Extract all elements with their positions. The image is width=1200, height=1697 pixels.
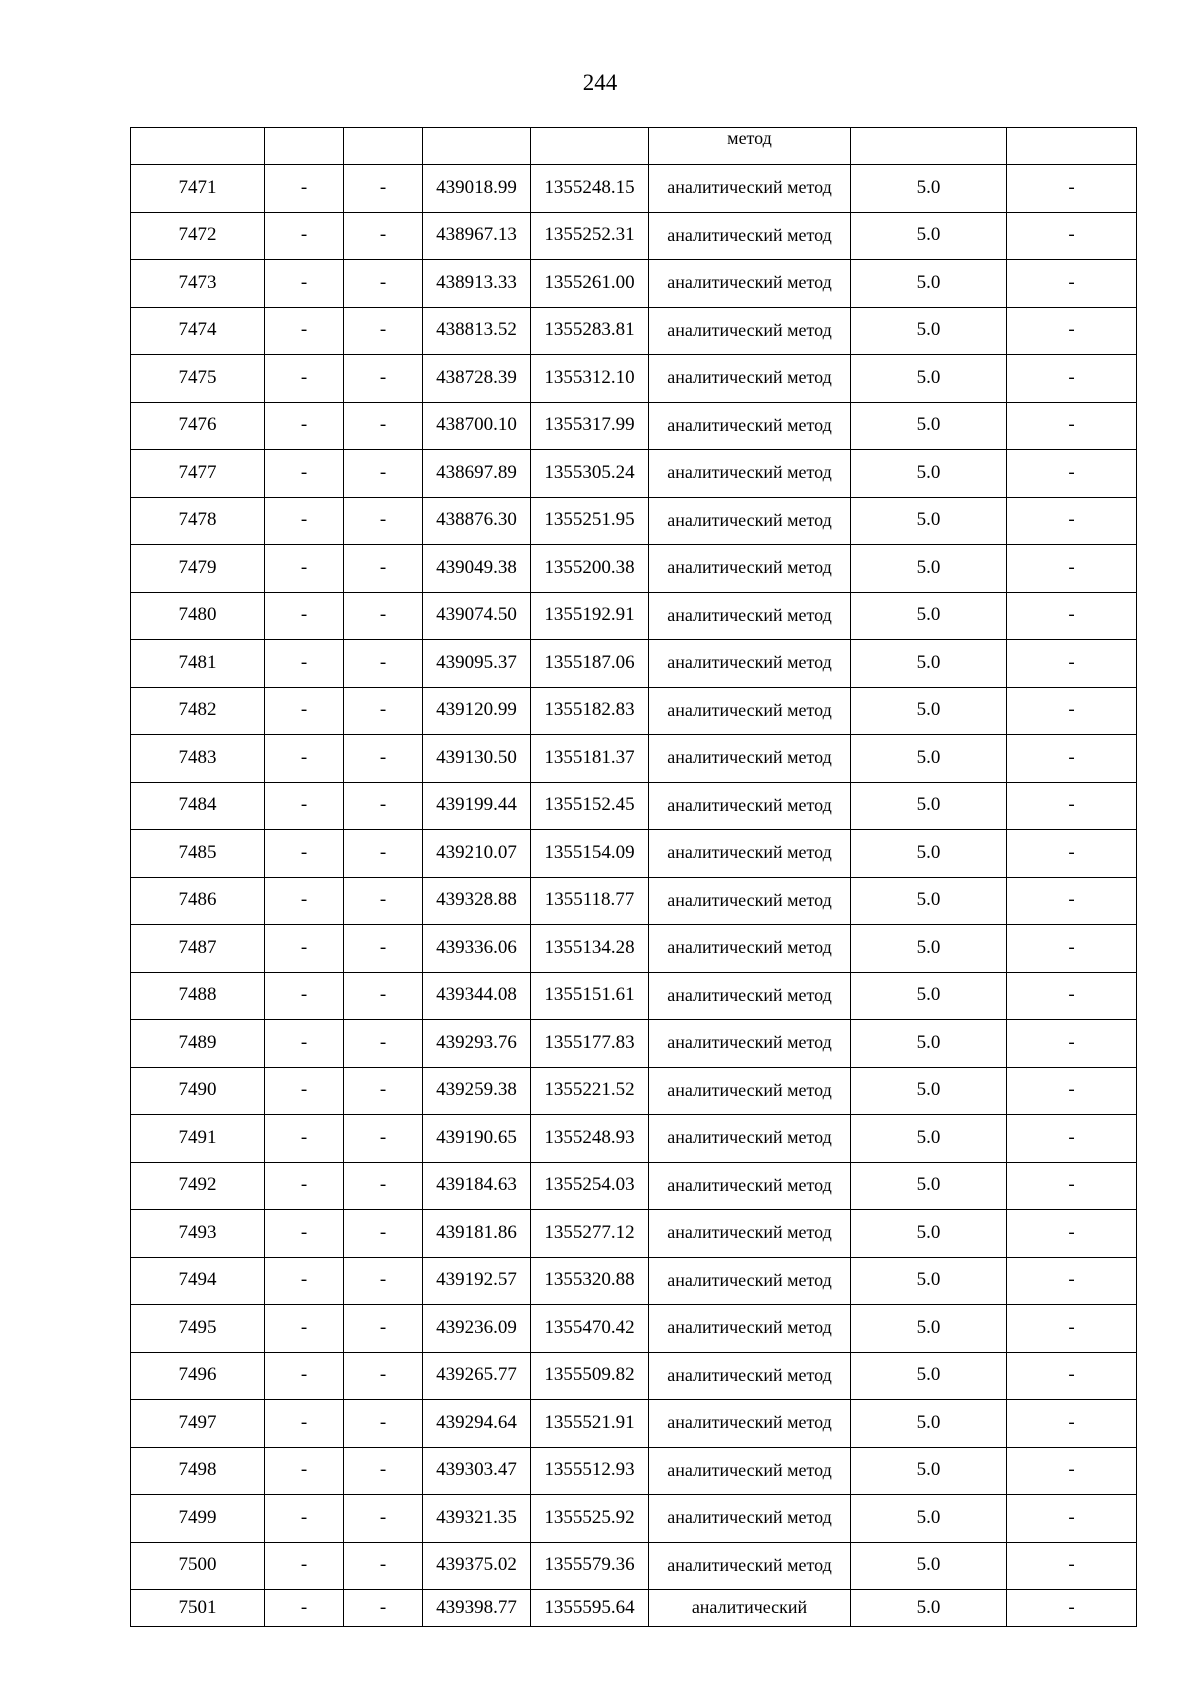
cell-method: аналитический метод bbox=[649, 972, 851, 1020]
cell-x: 438967.13 bbox=[423, 212, 531, 260]
cell-col2: - bbox=[265, 165, 344, 213]
cell-point-number: 7487 bbox=[131, 925, 265, 973]
cell-col2: - bbox=[265, 1590, 344, 1627]
cell-col3: - bbox=[344, 687, 423, 735]
cell-col2: - bbox=[265, 1495, 344, 1543]
cell-accuracy: 5.0 bbox=[851, 260, 1007, 308]
cell-col3: - bbox=[344, 1352, 423, 1400]
cell-col3: - bbox=[344, 735, 423, 783]
cell-accuracy: 5.0 bbox=[851, 1447, 1007, 1495]
cell-y: 1355248.15 bbox=[531, 165, 649, 213]
cell-point-number: 7485 bbox=[131, 830, 265, 878]
table-row bbox=[131, 1257, 1137, 1305]
cell-x: 439336.06 bbox=[423, 925, 531, 973]
cell-col3: - bbox=[344, 1162, 423, 1210]
cell-x: 439236.09 bbox=[423, 1305, 531, 1353]
cell-note: - bbox=[1007, 1067, 1137, 1115]
cell-point-number: 7494 bbox=[131, 1257, 265, 1305]
table-row bbox=[131, 1020, 1137, 1068]
cell-col3: - bbox=[344, 972, 423, 1020]
cell-col3: - bbox=[344, 1115, 423, 1163]
cell-col2: - bbox=[265, 497, 344, 545]
cell-y: 1355470.42 bbox=[531, 1305, 649, 1353]
cell-accuracy: 5.0 bbox=[851, 1020, 1007, 1068]
cell-col3: - bbox=[344, 1305, 423, 1353]
table-row bbox=[131, 212, 1137, 260]
cell-note: - bbox=[1007, 1495, 1137, 1543]
cell-x: 439018.99 bbox=[423, 165, 531, 213]
cell-note: - bbox=[1007, 1590, 1137, 1627]
cell-col2: - bbox=[265, 1162, 344, 1210]
cell-point-number: 7488 bbox=[131, 972, 265, 1020]
cell-point-number: 7499 bbox=[131, 1495, 265, 1543]
table-row bbox=[131, 1115, 1137, 1163]
cell-x: 439074.50 bbox=[423, 592, 531, 640]
table-row bbox=[131, 592, 1137, 640]
cell-x: 439398.77 bbox=[423, 1590, 531, 1627]
cell-point-number: 7493 bbox=[131, 1210, 265, 1258]
cell-note: - bbox=[1007, 877, 1137, 925]
cell-note: - bbox=[1007, 307, 1137, 355]
cell-point-number: 7476 bbox=[131, 402, 265, 450]
cell-col3: - bbox=[344, 1447, 423, 1495]
cell-accuracy: 5.0 bbox=[851, 1352, 1007, 1400]
cell-x: 439259.38 bbox=[423, 1067, 531, 1115]
cell-x: 438876.30 bbox=[423, 497, 531, 545]
cell-col2: - bbox=[265, 972, 344, 1020]
cell-point-number: 7478 bbox=[131, 497, 265, 545]
cell-method: аналитический метод bbox=[649, 1352, 851, 1400]
cell-y: 1355181.37 bbox=[531, 735, 649, 783]
cell-y: 1355154.09 bbox=[531, 830, 649, 878]
cell-accuracy: 5.0 bbox=[851, 925, 1007, 973]
cell-y: 1355221.52 bbox=[531, 1067, 649, 1115]
cell-point-number: 7500 bbox=[131, 1542, 265, 1590]
cell-empty bbox=[851, 128, 1007, 165]
cell-col3: - bbox=[344, 212, 423, 260]
cell-note: - bbox=[1007, 972, 1137, 1020]
cell-y: 1355134.28 bbox=[531, 925, 649, 973]
cell-method: аналитический метод bbox=[649, 1447, 851, 1495]
cell-point-number: 7484 bbox=[131, 782, 265, 830]
cell-note: - bbox=[1007, 592, 1137, 640]
cell-empty bbox=[423, 128, 531, 165]
table-body bbox=[131, 128, 1137, 1627]
cell-point-number: 7471 bbox=[131, 165, 265, 213]
table-row bbox=[131, 260, 1137, 308]
cell-point-number: 7491 bbox=[131, 1115, 265, 1163]
cell-note: - bbox=[1007, 402, 1137, 450]
cell-col3: - bbox=[344, 1590, 423, 1627]
cell-point-number: 7479 bbox=[131, 545, 265, 593]
cell-y: 1355261.00 bbox=[531, 260, 649, 308]
cell-point-number: 7474 bbox=[131, 307, 265, 355]
cell-col2: - bbox=[265, 640, 344, 688]
table-row bbox=[131, 1542, 1137, 1590]
cell-point-number: 7490 bbox=[131, 1067, 265, 1115]
cell-x: 439328.88 bbox=[423, 877, 531, 925]
cell-point-number: 7472 bbox=[131, 212, 265, 260]
cell-method: аналитический bbox=[649, 1590, 851, 1627]
cell-x: 439130.50 bbox=[423, 735, 531, 783]
table-row bbox=[131, 497, 1137, 545]
cell-note: - bbox=[1007, 450, 1137, 498]
cell-x: 439293.76 bbox=[423, 1020, 531, 1068]
cell-col3: - bbox=[344, 592, 423, 640]
cell-col2: - bbox=[265, 1210, 344, 1258]
cell-col2: - bbox=[265, 687, 344, 735]
cell-accuracy: 5.0 bbox=[851, 1400, 1007, 1448]
cell-x: 439199.44 bbox=[423, 782, 531, 830]
cell-point-number: 7496 bbox=[131, 1352, 265, 1400]
cell-col2: - bbox=[265, 1542, 344, 1590]
cell-col3: - bbox=[344, 1400, 423, 1448]
cell-y: 1355187.06 bbox=[531, 640, 649, 688]
cell-accuracy: 5.0 bbox=[851, 165, 1007, 213]
cell-x: 439294.64 bbox=[423, 1400, 531, 1448]
cell-empty bbox=[265, 128, 344, 165]
cell-accuracy: 5.0 bbox=[851, 640, 1007, 688]
cell-y: 1355305.24 bbox=[531, 450, 649, 498]
cell-empty bbox=[344, 128, 423, 165]
cell-y: 1355525.92 bbox=[531, 1495, 649, 1543]
cell-x: 438700.10 bbox=[423, 402, 531, 450]
cell-method: аналитический метод bbox=[649, 1400, 851, 1448]
cell-method: аналитический метод bbox=[649, 782, 851, 830]
cell-method: аналитический метод bbox=[649, 592, 851, 640]
cell-note: - bbox=[1007, 1162, 1137, 1210]
cell-y: 1355151.61 bbox=[531, 972, 649, 1020]
continuation-row bbox=[131, 128, 1137, 165]
table-row bbox=[131, 545, 1137, 593]
cell-x: 439321.35 bbox=[423, 1495, 531, 1543]
cell-accuracy: 5.0 bbox=[851, 877, 1007, 925]
cell-col2: - bbox=[265, 402, 344, 450]
cell-y: 1355200.38 bbox=[531, 545, 649, 593]
cell-col2: - bbox=[265, 1447, 344, 1495]
cell-y: 1355317.99 bbox=[531, 402, 649, 450]
cell-accuracy: 5.0 bbox=[851, 1067, 1007, 1115]
cell-accuracy: 5.0 bbox=[851, 1257, 1007, 1305]
cell-method: аналитический метод bbox=[649, 497, 851, 545]
cell-col3: - bbox=[344, 497, 423, 545]
cell-method: аналитический метод bbox=[649, 877, 851, 925]
cell-method: аналитический метод bbox=[649, 355, 851, 403]
coordinates-table bbox=[130, 127, 1137, 1627]
cell-col3: - bbox=[344, 402, 423, 450]
cell-col2: - bbox=[265, 592, 344, 640]
cell-y: 1355509.82 bbox=[531, 1352, 649, 1400]
cell-point-number: 7501 bbox=[131, 1590, 265, 1627]
cell-x: 439095.37 bbox=[423, 640, 531, 688]
cell-col3: - bbox=[344, 640, 423, 688]
cell-x: 439049.38 bbox=[423, 545, 531, 593]
cell-note: - bbox=[1007, 782, 1137, 830]
cell-note: - bbox=[1007, 1305, 1137, 1353]
cell-accuracy: 5.0 bbox=[851, 307, 1007, 355]
cell-col3: - bbox=[344, 1020, 423, 1068]
table-row bbox=[131, 1352, 1137, 1400]
cell-col2: - bbox=[265, 1067, 344, 1115]
cell-accuracy: 5.0 bbox=[851, 1542, 1007, 1590]
table-row bbox=[131, 1495, 1137, 1543]
cell-x: 439192.57 bbox=[423, 1257, 531, 1305]
cell-x: 438697.89 bbox=[423, 450, 531, 498]
cell-col2: - bbox=[265, 355, 344, 403]
cell-accuracy: 5.0 bbox=[851, 830, 1007, 878]
cell-col2: - bbox=[265, 212, 344, 260]
table-row bbox=[131, 687, 1137, 735]
cell-point-number: 7498 bbox=[131, 1447, 265, 1495]
cell-note: - bbox=[1007, 735, 1137, 783]
cell-note: - bbox=[1007, 497, 1137, 545]
cell-accuracy: 5.0 bbox=[851, 355, 1007, 403]
cell-accuracy: 5.0 bbox=[851, 592, 1007, 640]
cell-y: 1355283.81 bbox=[531, 307, 649, 355]
cell-note: - bbox=[1007, 1447, 1137, 1495]
cell-x: 439120.99 bbox=[423, 687, 531, 735]
cell-note: - bbox=[1007, 1210, 1137, 1258]
table-row bbox=[131, 782, 1137, 830]
cell-method: аналитический метод bbox=[649, 735, 851, 783]
cell-method: аналитический метод bbox=[649, 1162, 851, 1210]
cell-accuracy: 5.0 bbox=[851, 1162, 1007, 1210]
cell-col3: - bbox=[344, 1067, 423, 1115]
cell-col3: - bbox=[344, 1542, 423, 1590]
cell-method: аналитический метод bbox=[649, 640, 851, 688]
cell-accuracy: 5.0 bbox=[851, 497, 1007, 545]
cell-method: аналитический метод bbox=[649, 402, 851, 450]
cell-method: аналитический метод bbox=[649, 545, 851, 593]
cell-method: аналитический метод bbox=[649, 1210, 851, 1258]
cell-y: 1355595.64 bbox=[531, 1590, 649, 1627]
cell-y: 1355312.10 bbox=[531, 355, 649, 403]
cell-accuracy: 5.0 bbox=[851, 1210, 1007, 1258]
cell-accuracy: 5.0 bbox=[851, 545, 1007, 593]
cell-col2: - bbox=[265, 1305, 344, 1353]
cell-col3: - bbox=[344, 260, 423, 308]
table-row bbox=[131, 355, 1137, 403]
cell-col2: - bbox=[265, 1257, 344, 1305]
cell-y: 1355248.93 bbox=[531, 1115, 649, 1163]
cell-col3: - bbox=[344, 782, 423, 830]
cell-accuracy: 5.0 bbox=[851, 735, 1007, 783]
cell-method: аналитический метод bbox=[649, 687, 851, 735]
table-row bbox=[131, 402, 1137, 450]
cell-col3: - bbox=[344, 545, 423, 593]
table-row bbox=[131, 1162, 1137, 1210]
table-row bbox=[131, 877, 1137, 925]
cell-empty bbox=[531, 128, 649, 165]
table-row bbox=[131, 450, 1137, 498]
cell-accuracy: 5.0 bbox=[851, 782, 1007, 830]
cell-y: 1355252.31 bbox=[531, 212, 649, 260]
cell-method: аналитический метод bbox=[649, 212, 851, 260]
cell-x: 439210.07 bbox=[423, 830, 531, 878]
page-number: 244 bbox=[582, 70, 618, 95]
cell-col3: - bbox=[344, 925, 423, 973]
cell-point-number: 7480 bbox=[131, 592, 265, 640]
cell-point-number: 7481 bbox=[131, 640, 265, 688]
table-row bbox=[131, 830, 1137, 878]
cell-y: 1355118.77 bbox=[531, 877, 649, 925]
cell-note: - bbox=[1007, 1352, 1137, 1400]
cell-note: - bbox=[1007, 1020, 1137, 1068]
cell-col3: - bbox=[344, 877, 423, 925]
cell-method: аналитический метод bbox=[649, 1115, 851, 1163]
table-row bbox=[131, 972, 1137, 1020]
cell-x: 438813.52 bbox=[423, 307, 531, 355]
cell-y: 1355521.91 bbox=[531, 1400, 649, 1448]
cell-note: - bbox=[1007, 830, 1137, 878]
cell-point-number: 7475 bbox=[131, 355, 265, 403]
cell-col2: - bbox=[265, 925, 344, 973]
cell-y: 1355512.93 bbox=[531, 1447, 649, 1495]
cell-y: 1355182.83 bbox=[531, 687, 649, 735]
cell-accuracy: 5.0 bbox=[851, 402, 1007, 450]
cell-method: аналитический метод bbox=[649, 307, 851, 355]
cell-col2: - bbox=[265, 1115, 344, 1163]
cell-y: 1355192.91 bbox=[531, 592, 649, 640]
cell-note: - bbox=[1007, 687, 1137, 735]
cell-col2: - bbox=[265, 545, 344, 593]
cell-col2: - bbox=[265, 307, 344, 355]
cell-method: аналитический метод bbox=[649, 450, 851, 498]
cell-col2: - bbox=[265, 260, 344, 308]
cell-x: 438913.33 bbox=[423, 260, 531, 308]
cell-note: - bbox=[1007, 545, 1137, 593]
cell-accuracy: 5.0 bbox=[851, 1305, 1007, 1353]
cell-col2: - bbox=[265, 450, 344, 498]
cell-col3: - bbox=[344, 307, 423, 355]
cell-point-number: 7492 bbox=[131, 1162, 265, 1210]
cell-note: - bbox=[1007, 925, 1137, 973]
cell-col3: - bbox=[344, 1257, 423, 1305]
cell-col2: - bbox=[265, 1400, 344, 1448]
table-row bbox=[131, 1305, 1137, 1353]
cell-note: - bbox=[1007, 165, 1137, 213]
table-row bbox=[131, 925, 1137, 973]
cell-note: - bbox=[1007, 1257, 1137, 1305]
cell-x: 439265.77 bbox=[423, 1352, 531, 1400]
table-row bbox=[131, 735, 1137, 783]
cell-method: аналитический метод bbox=[649, 165, 851, 213]
table-row bbox=[131, 165, 1137, 213]
cell-method: аналитический метод bbox=[649, 260, 851, 308]
cell-col3: - bbox=[344, 165, 423, 213]
cell-y: 1355251.95 bbox=[531, 497, 649, 545]
cell-method: аналитический метод bbox=[649, 1257, 851, 1305]
cell-method: аналитический метод bbox=[649, 1067, 851, 1115]
table-row bbox=[131, 1447, 1137, 1495]
cell-note: - bbox=[1007, 640, 1137, 688]
cell-x: 439344.08 bbox=[423, 972, 531, 1020]
cell-col2: - bbox=[265, 782, 344, 830]
cell-col3: - bbox=[344, 1210, 423, 1258]
cell-point-number: 7486 bbox=[131, 877, 265, 925]
cell-method: аналитический метод bbox=[649, 830, 851, 878]
cell-method: аналитический метод bbox=[649, 1305, 851, 1353]
table-row bbox=[131, 1067, 1137, 1115]
cell-method: аналитический метод bbox=[649, 925, 851, 973]
cell-accuracy: 5.0 bbox=[851, 212, 1007, 260]
cell-x: 438728.39 bbox=[423, 355, 531, 403]
cell-point-number: 7497 bbox=[131, 1400, 265, 1448]
cell-y: 1355579.36 bbox=[531, 1542, 649, 1590]
cell-col2: - bbox=[265, 1020, 344, 1068]
cell-x: 439190.65 bbox=[423, 1115, 531, 1163]
cell-col2: - bbox=[265, 735, 344, 783]
cell-point-number: 7489 bbox=[131, 1020, 265, 1068]
cell-accuracy: 5.0 bbox=[851, 1590, 1007, 1627]
table-row bbox=[131, 640, 1137, 688]
cell-col3: - bbox=[344, 450, 423, 498]
cell-x: 439375.02 bbox=[423, 1542, 531, 1590]
cell-y: 1355177.83 bbox=[531, 1020, 649, 1068]
cell-point-number: 7477 bbox=[131, 450, 265, 498]
cell-note: - bbox=[1007, 1400, 1137, 1448]
cell-col2: - bbox=[265, 1352, 344, 1400]
cell-note: - bbox=[1007, 1115, 1137, 1163]
cell-method: аналитический метод bbox=[649, 1020, 851, 1068]
cell-y: 1355277.12 bbox=[531, 1210, 649, 1258]
table-row bbox=[131, 1400, 1137, 1448]
table-row bbox=[131, 1590, 1137, 1627]
cell-accuracy: 5.0 bbox=[851, 972, 1007, 1020]
cell-point-number: 7495 bbox=[131, 1305, 265, 1353]
cell-note: - bbox=[1007, 355, 1137, 403]
cell-method: аналитический метод bbox=[649, 1542, 851, 1590]
cell-accuracy: 5.0 bbox=[851, 687, 1007, 735]
cell-method: метод bbox=[649, 128, 851, 165]
cell-empty bbox=[131, 128, 265, 165]
cell-y: 1355254.03 bbox=[531, 1162, 649, 1210]
cell-note: - bbox=[1007, 260, 1137, 308]
cell-x: 439181.86 bbox=[423, 1210, 531, 1258]
cell-note: - bbox=[1007, 212, 1137, 260]
cell-point-number: 7483 bbox=[131, 735, 265, 783]
cell-col3: - bbox=[344, 830, 423, 878]
cell-accuracy: 5.0 bbox=[851, 1115, 1007, 1163]
cell-accuracy: 5.0 bbox=[851, 450, 1007, 498]
cell-accuracy: 5.0 bbox=[851, 1495, 1007, 1543]
cell-point-number: 7473 bbox=[131, 260, 265, 308]
cell-note: - bbox=[1007, 1542, 1137, 1590]
cell-method: аналитический метод bbox=[649, 1495, 851, 1543]
cell-col3: - bbox=[344, 355, 423, 403]
cell-col2: - bbox=[265, 830, 344, 878]
cell-point-number: 7482 bbox=[131, 687, 265, 735]
cell-y: 1355320.88 bbox=[531, 1257, 649, 1305]
cell-x: 439184.63 bbox=[423, 1162, 531, 1210]
cell-x: 439303.47 bbox=[423, 1447, 531, 1495]
cell-col3: - bbox=[344, 1495, 423, 1543]
table-row bbox=[131, 1210, 1137, 1258]
cell-y: 1355152.45 bbox=[531, 782, 649, 830]
table-row bbox=[131, 307, 1137, 355]
cell-empty bbox=[1007, 128, 1137, 165]
cell-col2: - bbox=[265, 877, 344, 925]
